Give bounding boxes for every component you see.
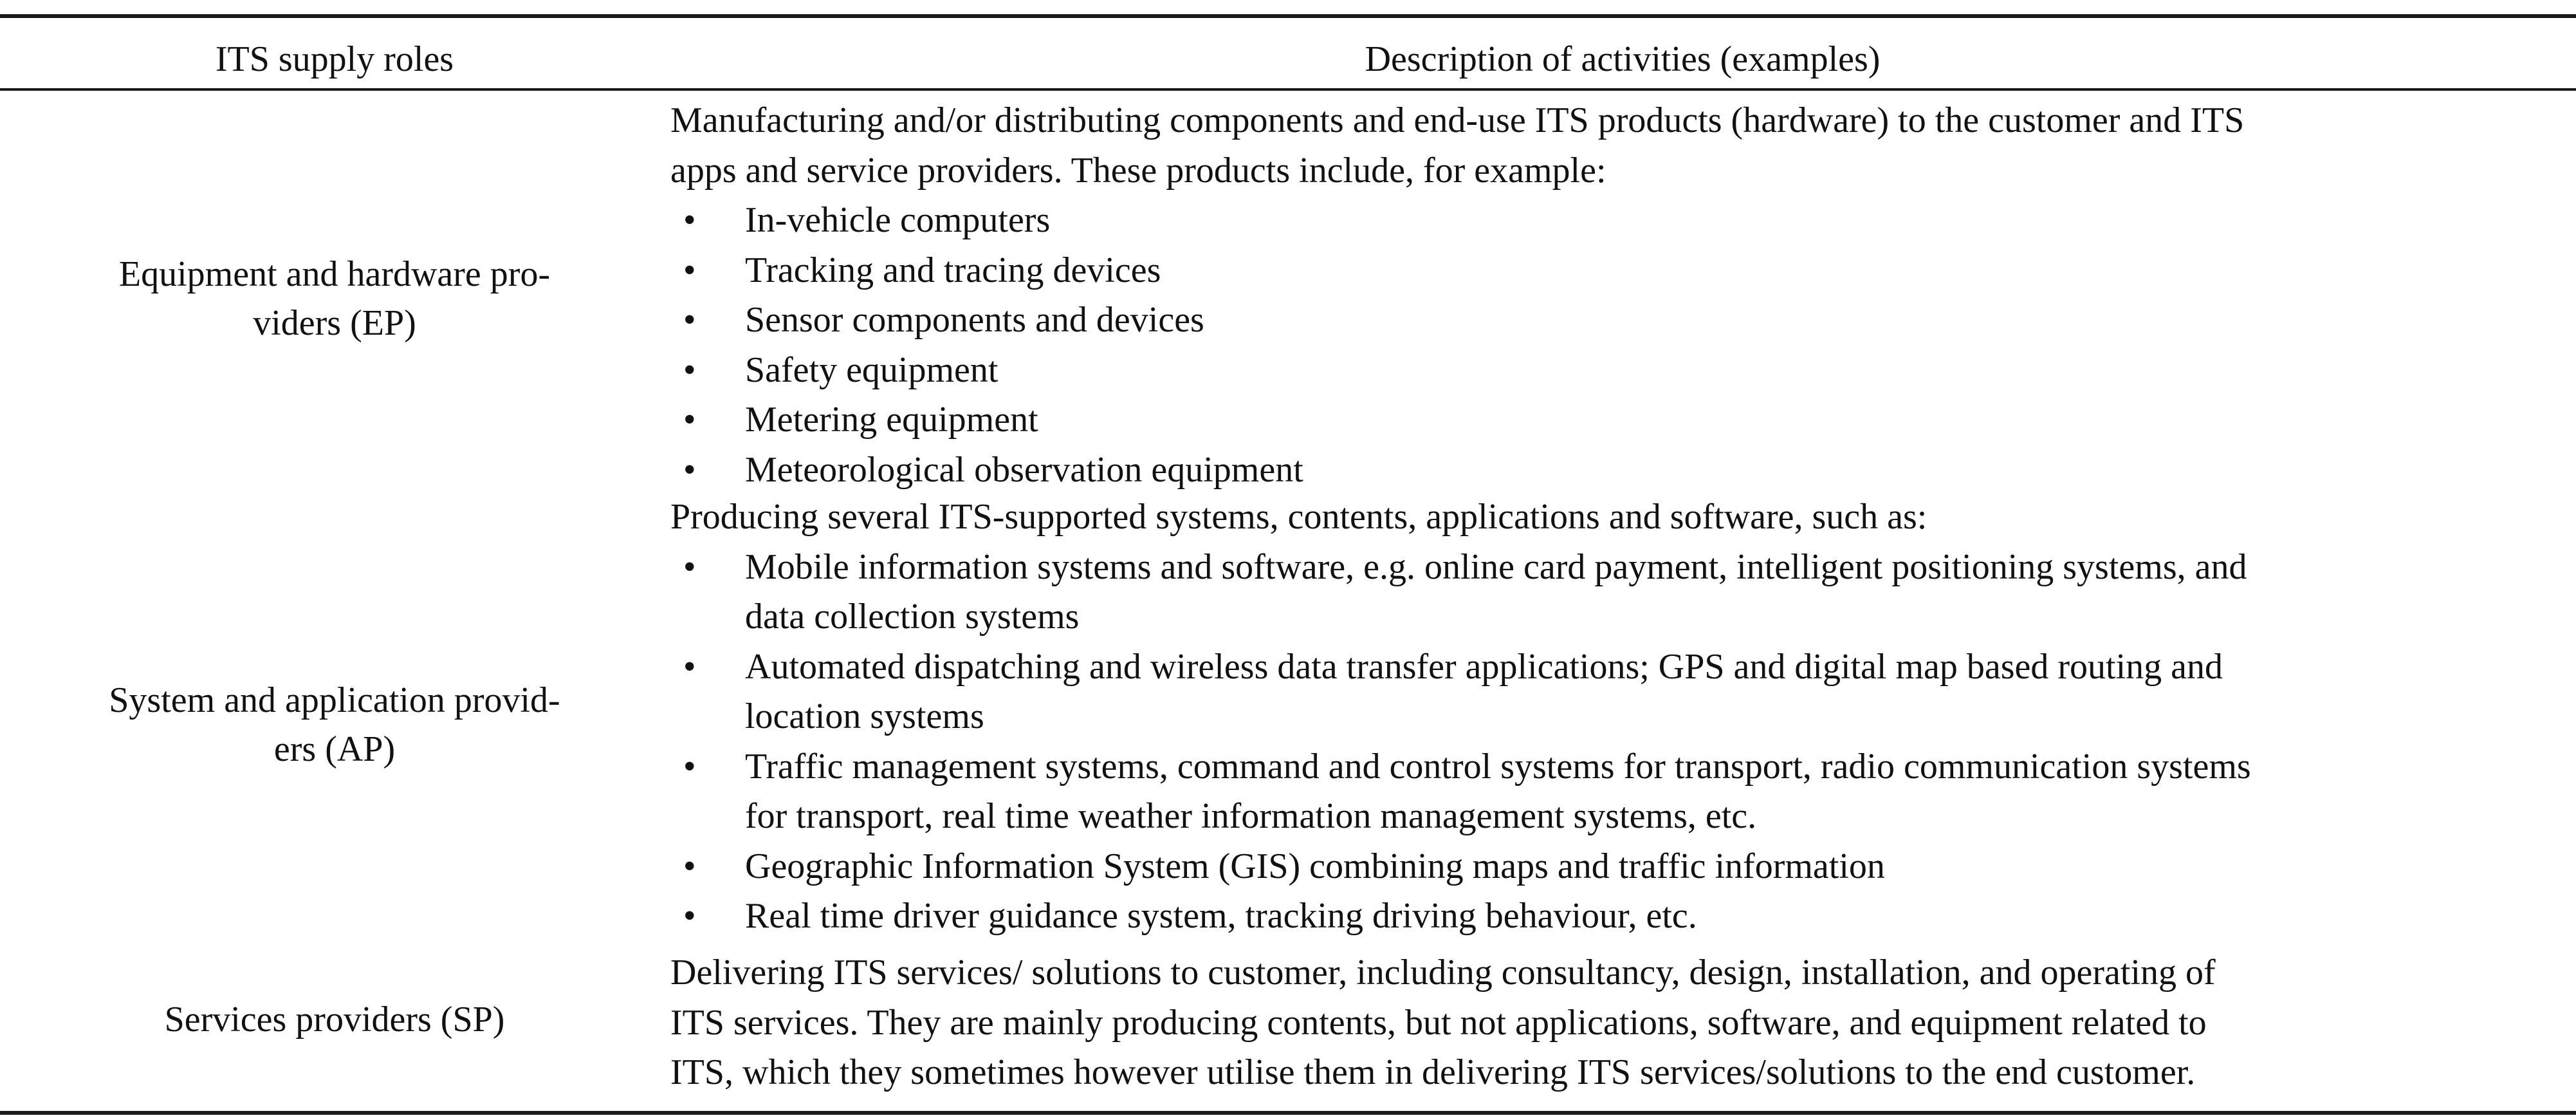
item-text: Safety equipment [745, 349, 998, 390]
list-item [670, 196, 2562, 246]
bullet-icon: • [683, 300, 696, 340]
role-cell-ap [0, 676, 669, 774]
role-line: Equipment and hardware pro- [118, 254, 551, 294]
role-line: Services providers (SP) [164, 1000, 505, 1039]
item-text-line: for transport, real time weather information management systems, etc. [745, 796, 1757, 836]
list-item [670, 842, 2562, 892]
item-text-line: data collection systems [745, 597, 1080, 637]
bullet-icon: • [683, 400, 696, 440]
role-cell-sp [0, 995, 669, 1044]
table-row-sp [0, 946, 2576, 1107]
bullet-icon: • [683, 349, 696, 390]
item-text: Sensor components and devices [745, 300, 1204, 340]
table-top-rule [0, 14, 2576, 18]
list-item [670, 891, 2562, 942]
bullet-list [670, 543, 2562, 942]
item-text-line: location systems [745, 696, 984, 736]
bullet-icon: • [683, 746, 696, 787]
item-text-line: Geographic Information System (GIS) combining maps and traffic information [745, 846, 1885, 886]
table-bottom-rule [0, 1111, 2576, 1115]
role-line: viders (EP) [253, 303, 416, 343]
bullet-icon: • [683, 449, 696, 490]
item-text: Metering equipment [745, 400, 1038, 440]
bullet-icon: • [683, 200, 696, 240]
intro-line: apps and service providers. These products include, for example: [670, 150, 1606, 191]
item-text-line: Automated dispatching and wireless data transfer applications; GPS and digital map based routing and [745, 646, 2223, 687]
list-item [670, 246, 2562, 296]
description-cell-ap [670, 492, 2562, 942]
list-item [670, 543, 2562, 642]
intro-line: Delivering ITS services/ solutions to customer, including consultancy, design, installation, and operating of [670, 953, 2216, 992]
role-line: System and application provid- [109, 680, 560, 720]
list-item [670, 742, 2562, 842]
bullet-icon: • [683, 250, 696, 290]
description-cell-sp [670, 948, 2562, 1098]
item-text-line: Traffic management systems, command and control systems for transport, radio communication systems [745, 746, 2251, 787]
role-cell-ep [0, 250, 669, 348]
bullet-icon: • [683, 546, 696, 587]
item-text: Meteorological observation equipment [745, 449, 1303, 490]
list-item [670, 445, 2562, 496]
description-cell-ep [670, 96, 2562, 495]
intro-line: ITS services. They are mainly producing contents, but not applications, software, and equipment related to [670, 1002, 2207, 1043]
table-row-ep [0, 94, 2576, 493]
column-header-description: Description of activities (examples) [1365, 39, 1881, 79]
bullet-icon: • [683, 646, 696, 687]
column-header-roles: ITS supply roles [215, 39, 454, 79]
role-line: ers (AP) [273, 729, 396, 769]
item-text: In-vehicle computers [745, 200, 1051, 240]
intro-line: Producing several ITS-supported systems, contents, applications and software, such as: [670, 497, 1927, 537]
bullet-icon: • [683, 846, 696, 886]
list-item [670, 395, 2562, 445]
header-rule [0, 88, 2576, 91]
bullet-icon: • [683, 896, 696, 936]
intro-line: ITS, which they sometimes however utilise them in delivering ITS services/solutions to the end customer. [670, 1052, 2196, 1092]
intro-line: Manufacturing and/or distributing components and end-use ITS products (hardware) to the customer and ITS [670, 100, 2245, 140]
list-item [670, 295, 2562, 346]
item-text-line: Real time driver guidance system, tracking driving behaviour, etc. [745, 896, 1697, 936]
item-text: Tracking and tracing devices [745, 250, 1161, 290]
bullet-list [670, 196, 2562, 495]
list-item [670, 346, 2562, 396]
list-item [670, 642, 2562, 742]
table-row-ap [0, 492, 2576, 943]
item-text-line: Mobile information systems and software, e.g. online card payment, intelligent positioning systems, and [745, 546, 2247, 587]
